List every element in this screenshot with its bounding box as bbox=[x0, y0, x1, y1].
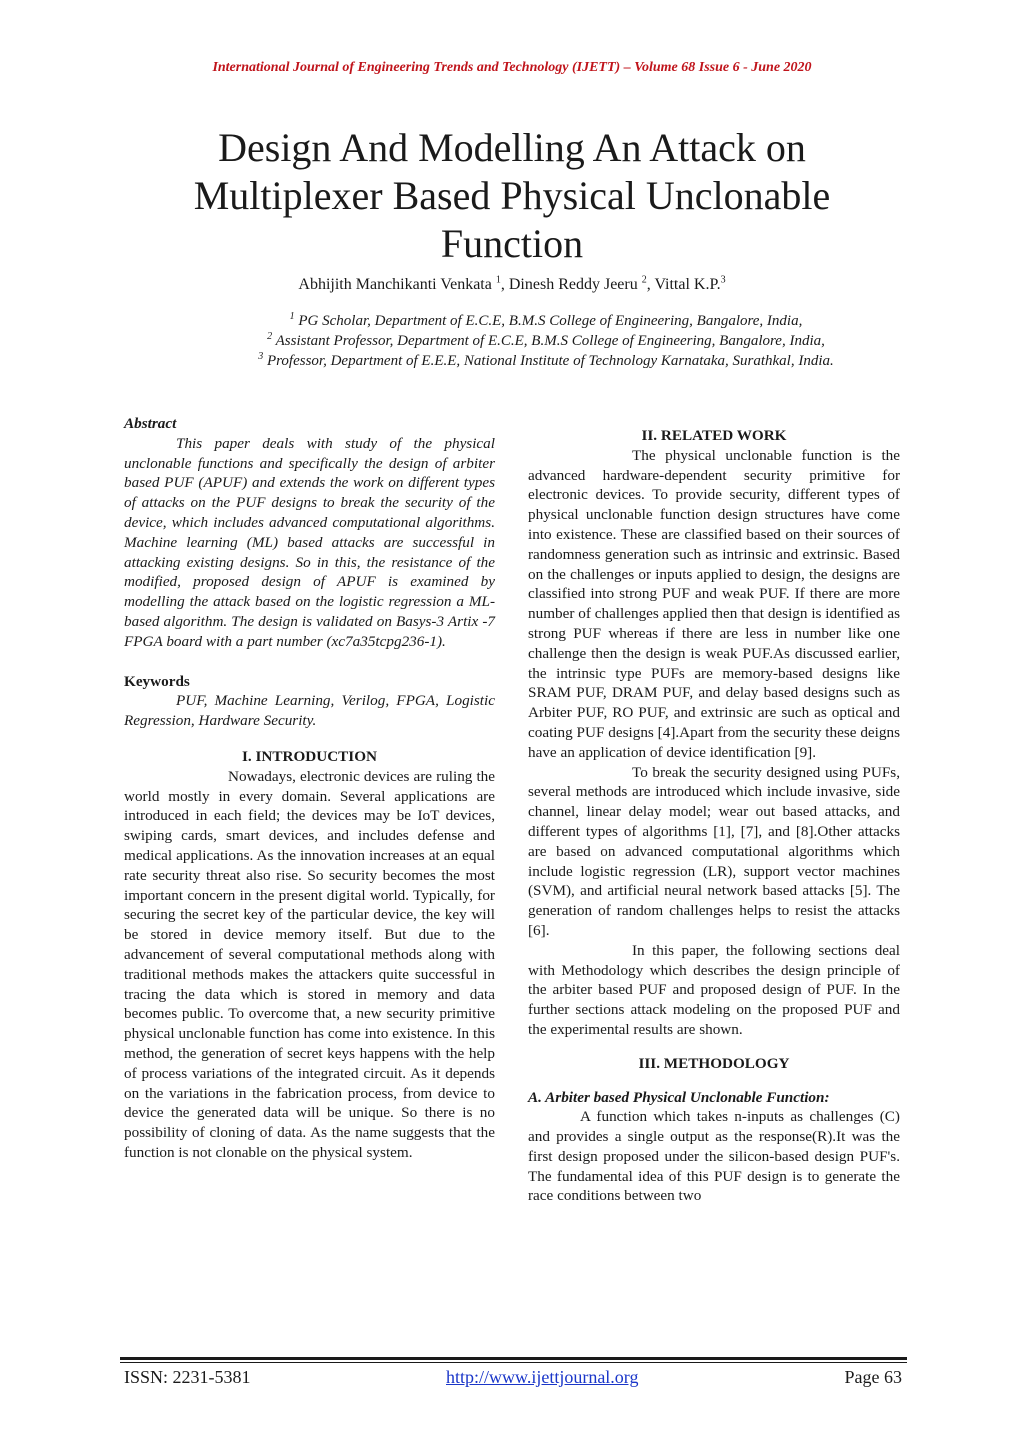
affiliation-sup: 3 bbox=[258, 351, 264, 362]
author-sup: 2 bbox=[641, 274, 647, 286]
author-sup: 1 bbox=[495, 274, 501, 286]
author-name: Abhijith Manchikanti Venkata bbox=[298, 276, 496, 293]
methodology-subheading: A. Arbiter based Physical Unclonable Function: bbox=[528, 1088, 830, 1106]
footer-rule bbox=[120, 1357, 907, 1360]
author-separator: , bbox=[500, 276, 509, 293]
related-paragraph: To break the security designed using PUFs, several methods are introduced which include invasive, side channel, linear delay model; wear out based attacks, and different types of algorithms [1], [7], and [8].Other attacks are based on advanced computational algorithms which include logistic regression (LR), support vector machines (SVM), and artificial neural network based attacks [5]. The generation of random challenges helps to resist the attacks [6]. bbox=[528, 763, 900, 939]
affiliations bbox=[0, 311, 1024, 371]
affiliation-text: PG Scholar, Department of E.C.E, B.M.S College of Engineering, Bangalore, India, bbox=[294, 313, 803, 329]
affiliation-line bbox=[0, 331, 1024, 351]
paper-title bbox=[150, 124, 874, 268]
related-paragraph: The physical unclonable function is the advanced hardware-dependent security primitive for electronic devices. To provide security, different types of physical unclonable function design structures have come into existence. These are classified based on their sources of randomness generation such as intrinsic and extrinsic. Based on the challenges or inputs applied to design, the designs are classified into strong PUF and weak PUF. If there are more number of challenges applied then that design is identified as strong PUF whereas if there are less in number like one challenge then the design is weak PUF.As discussed earlier, the intrinsic type PUFs are memory-based designs like SRAM PUF, DRAM PUF, and delay based designs such as Arbiter PUF, RO PUF, and extrinsic are such as optical and coating PUF designs [4].Apart from the security these deigns have an application of device identification [9]. bbox=[528, 446, 900, 761]
footer-page-number: Page 63 bbox=[844, 1367, 902, 1387]
journal-header: International Journal of Engineering Trends and Technology (IJETT) – Volume 68 Issue 6 - June 2020 bbox=[212, 60, 812, 75]
intro-text: Nowadays, electronic devices are ruling the world mostly in every domain. Several applications are introduced in each field; the devices may be IoT devices, swiping cards, smart devices, and includes defense and medical applications. As the innovation increases at an equal rate security threat also rise. So security becomes the most important concern in the present digital world. Typically, for securing the secret key of the particular device, the key will be stored in device memory itself. But due to the advancement of several computational methods along with traditional methods makes the attackers quite successful in tracing the data which is stored in memory and data becomes public. To overcome that, a new security primitive physical unclonable function has come into existence. In this method, the generation of secret keys happens with the help of process variations of the integrated circuit. As it depends on the variations in the fabrication process, from device to device the generated data will be unique. So there is no possibility of cloning of data. As the name suggests that the function is not clonable on the physical system. bbox=[124, 767, 495, 1161]
affiliation-line bbox=[0, 311, 1024, 331]
affiliation-sup: 1 bbox=[289, 311, 295, 322]
author-name: Vittal K.P. bbox=[654, 276, 721, 293]
methodology-text: A function which takes n-inputs as challenges (C) and provides a single output as the response(R).It was the first design proposed under the silicon-based design PUF's. The fundamental idea of this PUF design is to generate the race conditions between two bbox=[528, 1108, 900, 1205]
intro-heading: I. INTRODUCTION bbox=[241, 747, 378, 765]
author-sup: 3 bbox=[720, 274, 726, 286]
abstract-text: This paper deals with study of the physical unclonable functions and specifically the design of arbiter based PUF (APUF) and extends the work on different types of attacks on the PUF designs to break the security of the device, which includes advanced computational algorithms. Machine learning (ML) based attacks are successful in attacking existing designs. So in this, the resistance of the modified, proposed design of APUF is examined by modelling the attack based on the logistic regression a ML-based algorithm. The design is validated on Basys-3 Artix -7 FPGA board with a part number (xc7a35tcpg236-1). bbox=[124, 434, 495, 650]
footer-journal-link[interactable]: http://www.ijettjournal.org bbox=[446, 1367, 639, 1387]
keywords-text: PUF, Machine Learning, Verilog, FPGA, Logistic Regression, Hardware Security. bbox=[124, 692, 495, 730]
author-name: Dinesh Reddy Jeeru bbox=[508, 276, 642, 293]
right-column bbox=[528, 426, 900, 1206]
related-heading: II. RELATED WORK bbox=[641, 427, 787, 444]
abstract-heading: Abstract bbox=[124, 415, 177, 432]
related-paragraph: In this paper, the following sections deal with Methodology which describes the design principle of the arbiter based PUF and proposed design of PUF. In the further sections attack modeling on the proposed PUF and the experimental results are shown. bbox=[528, 941, 900, 1038]
keywords-heading: Keywords bbox=[124, 672, 190, 690]
affiliation-line bbox=[0, 351, 1024, 371]
affiliation-sup: 2 bbox=[267, 331, 273, 342]
affiliation-text: Assistant Professor, Department of E.C.E, B.M.S College of Engineering, Bangalore, India, bbox=[272, 333, 825, 349]
footer-issn: ISSN: 2231-5381 bbox=[124, 1367, 251, 1387]
affiliation-text: Professor, Department of E.E.E, National Institute of Technology Karnataka, Surathkal, India. bbox=[263, 353, 834, 369]
title-line: Multiplexer Based Physical Unclonable bbox=[193, 173, 831, 218]
author-separator: , bbox=[646, 276, 655, 293]
left-column bbox=[124, 414, 495, 1163]
author-list bbox=[0, 276, 1024, 294]
footer-rule-thin bbox=[120, 1362, 907, 1363]
title-line: Design And Modelling An Attack on bbox=[218, 125, 806, 170]
title-line: Function bbox=[440, 221, 584, 266]
methodology-heading: III. METHODOLOGY bbox=[638, 1054, 790, 1072]
